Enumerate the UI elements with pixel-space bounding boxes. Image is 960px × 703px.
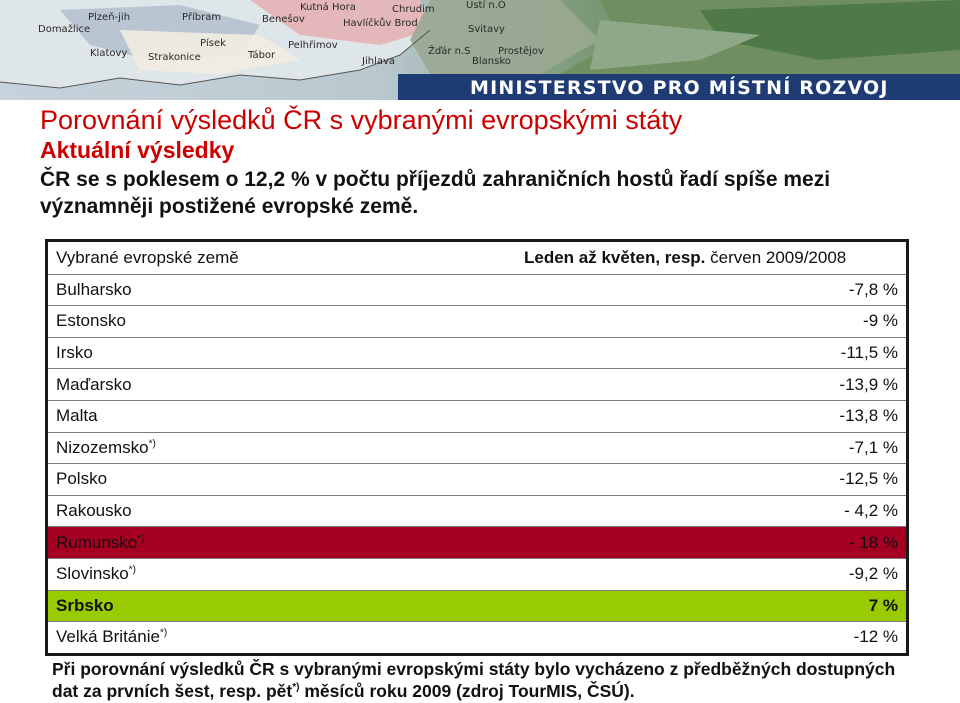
country-name: [48, 343, 486, 363]
country-label: Bulharsko: [56, 279, 132, 299]
footnote-mark: *): [292, 682, 300, 694]
country-label: Velká Británie: [56, 627, 160, 647]
country-label: Rakousko: [56, 501, 132, 521]
header-banner: [0, 0, 960, 100]
table-row: [48, 305, 906, 337]
map-label: Žďár n.S: [428, 46, 471, 57]
country-name: [48, 533, 486, 553]
country-name: [48, 438, 486, 458]
change-value: -7,8 %: [848, 279, 898, 299]
change-value: -12,5 %: [839, 469, 898, 489]
country-name: [48, 375, 486, 395]
table-row-highlight-positive: [48, 590, 906, 622]
country-label: Malta: [56, 406, 98, 426]
map-label: Klatovy: [90, 48, 128, 59]
change-value: - 18 %: [848, 532, 898, 552]
change-value: -12 %: [853, 627, 898, 647]
table-row: [48, 463, 906, 495]
country-name: [48, 406, 486, 426]
page-subtitle: Aktuální výsledky: [40, 137, 235, 163]
table-row: [48, 621, 906, 653]
table-row: [48, 400, 906, 432]
footnote-part2: měsíců roku 2009 (zdroj TourMIS, ČSÚ).: [299, 681, 635, 701]
page-title: Porovnání výsledků ČR s vybranými evropskými státy: [40, 105, 683, 135]
ministry-name: MINISTERSTVO PRO MÍSTNÍ ROZVOJ: [470, 77, 889, 99]
table-row: [48, 337, 906, 369]
country-name: [48, 596, 486, 616]
map-label: Svitavy: [468, 24, 505, 35]
country-name: [48, 627, 486, 647]
header-period-rest: červen 2009/2008: [705, 247, 847, 267]
country-label: Maďarsko: [56, 374, 132, 394]
country-label: Irsko: [56, 343, 93, 363]
change-value: -11,5 %: [840, 343, 898, 363]
map-label: Domažlice: [38, 24, 91, 35]
country-label: Nizozemsko: [56, 437, 149, 457]
change-value: -9,2 %: [848, 564, 898, 584]
table-row-highlight-worst: [48, 526, 906, 558]
table-row: [48, 274, 906, 306]
table-row: [48, 495, 906, 527]
country-name: [48, 311, 486, 331]
map-label: Prostějov: [498, 46, 544, 57]
footnote-mark: *): [137, 532, 145, 544]
change-value: -13,9 %: [839, 374, 898, 394]
map-label: Blansko: [472, 56, 511, 67]
country-label: Slovinsko: [56, 564, 129, 584]
map-label: Chrudim: [392, 4, 435, 15]
footnote-mark: *): [159, 627, 168, 639]
change-value: -9 %: [863, 311, 898, 331]
country-label: Rumunsko: [56, 532, 138, 552]
map-label: Ústí n.O: [466, 0, 506, 11]
change-value: - 4,2 %: [844, 501, 898, 521]
map-label: Pelhřimov: [288, 40, 338, 51]
footnote-mark: *): [148, 438, 156, 450]
country-label: Estonsko: [56, 311, 126, 331]
map-label: Příbram: [182, 12, 222, 23]
change-value: 7 %: [868, 595, 898, 615]
map-label: Písek: [200, 38, 226, 49]
footnote-mark: *): [128, 564, 136, 576]
map-label: Strakonice: [148, 52, 201, 63]
footnote-text: [52, 658, 912, 702]
country-name: [48, 501, 486, 521]
country-name: [48, 280, 486, 300]
table-header-row: [48, 242, 906, 274]
map-label: Havlíčkův Brod: [343, 18, 418, 29]
header-period: [486, 248, 906, 268]
map-label: Jihlava: [362, 56, 396, 67]
country-label: Srbsko: [56, 595, 114, 615]
table-row: [48, 432, 906, 464]
map-label: Plzeň-jih: [88, 12, 131, 23]
map-label: Tábor: [248, 50, 276, 61]
comparison-table: [45, 239, 909, 656]
map-label: Kutná Hora: [300, 2, 356, 13]
country-name: [48, 564, 486, 584]
table-row: [48, 558, 906, 590]
header-period-bold: Leden až květen, resp.: [524, 247, 706, 267]
country-label: Polsko: [56, 469, 108, 489]
map-label: Benešov: [262, 14, 305, 25]
country-name: [48, 469, 486, 489]
table-row: [48, 368, 906, 400]
intro-text: ČR se s poklesem o 12,2 % v počtu příjezdů zahraničních hostů řadí spíše mezi významněji postižené evropské země.: [40, 168, 831, 218]
change-value: -13,8 %: [839, 406, 898, 426]
header-country: Vybrané evropské země: [56, 247, 239, 267]
change-value: -7,1 %: [848, 437, 898, 457]
footnote-part1: Při porovnání výsledků ČR s vybranými evropskými státy bylo vycházeno z předběžných dostupných dat za prvních šest, resp. pět: [52, 659, 896, 701]
